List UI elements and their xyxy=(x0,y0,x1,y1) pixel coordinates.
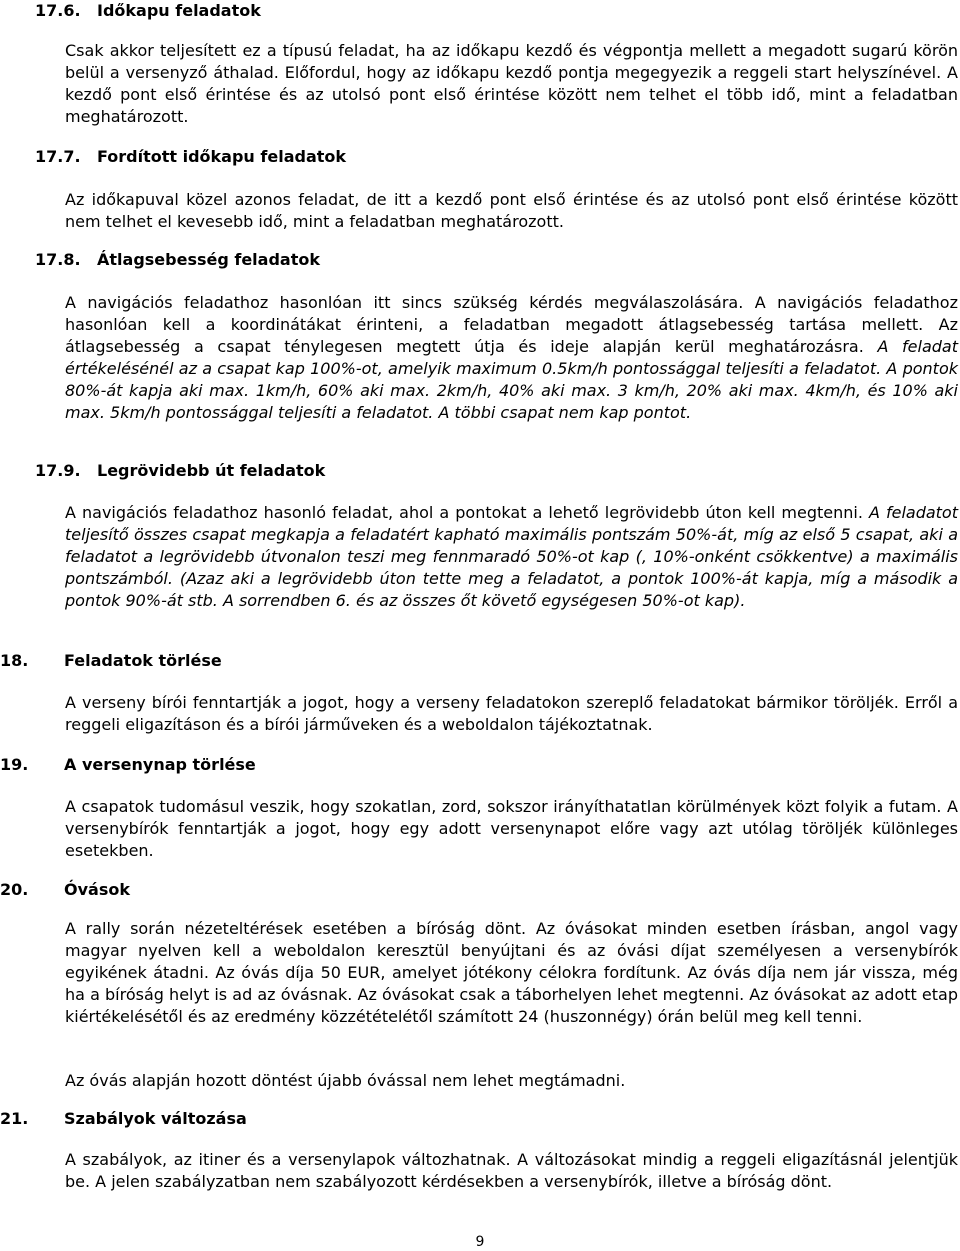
section-body-20-second xyxy=(65,1070,958,1092)
section-title: Legrövidebb út feladatok xyxy=(97,461,326,480)
section-title: Feladatok törlése xyxy=(64,651,222,670)
section-title: Átlagsebesség feladatok xyxy=(97,250,320,269)
paragraph: Az időkapuval közel azonos feladat, de itt a kezdő pont első érintése és az utolsó pont első érintése között nem telhet el kevesebb idő, mint a feladatban meghatározott. xyxy=(65,190,958,231)
section-title: Fordított időkapu feladatok xyxy=(97,147,347,166)
section-body-17-6 xyxy=(65,40,958,128)
section-number: 19. xyxy=(0,755,29,774)
section-heading-19 xyxy=(0,754,256,776)
paragraph: A verseny bírói fenntartják a jogot, hogy a verseny feladatokon szereplő feladatokat bármikor töröljék. Erről a reggeli eligazításon és a bírói járműveken és a weboldalon tájékoztatnak. xyxy=(65,693,958,734)
page-number: 9 xyxy=(475,1234,485,1250)
section-number: 21. xyxy=(0,1109,29,1128)
section-title: Óvások xyxy=(64,880,130,899)
section-number: 17.6. xyxy=(35,1,81,20)
paragraph-text: A navigációs feladathoz hasonlóan itt sincs szükség kérdés megválaszolására. A navigációs feladathoz hasonlóan kell a koordinátákat érinteni, a feladatban megadott átlagsebesség tartása mellett. Az átlagsebesség a csapat ténylegesen megtett útja és ideje alapján kerül meghatározásra. xyxy=(65,293,958,356)
section-number: 17.7. xyxy=(35,147,81,166)
paragraph xyxy=(65,292,958,424)
section-title: Időkapu feladatok xyxy=(97,1,261,20)
section-number: 17.9. xyxy=(35,461,81,480)
section-title: A versenynap törlése xyxy=(64,755,256,774)
paragraph: Csak akkor teljesített ez a típusú feladat, ha az időkapu kezdő és végpontja mellett a megadott sugarú körön belül a versenyző áthalad. Előfordul, hogy az időkapu kezdő pontja megegyezik a reggeli start helyszínével. A kezdő pont első érintése és az utolsó pont első érintése között nem telhet el több idő, mint a feladatban meghatározott. xyxy=(65,41,958,126)
section-body-17-7 xyxy=(65,189,958,233)
paragraph-text: A navigációs feladathoz hasonló feladat, ahol a pontokat a lehető legrövidebb úton kell megtenni. xyxy=(65,503,869,522)
paragraph: A szabályok, az itiner és a versenylapok változhatnak. A változásokat mindig a reggeli eligazításnál jelentjük be. A jelen szabályzatban nem szabályozott kérdésekben a versenybírók, illetve a bíróság dönt. xyxy=(65,1150,958,1191)
section-body-21 xyxy=(65,1149,958,1193)
section-heading-20 xyxy=(0,879,130,901)
section-heading-17-7 xyxy=(35,146,346,168)
section-body-18 xyxy=(65,692,958,736)
paragraph-italic-text: A feladatot teljesítő összes csapat megkapja a feladatért kapható maximális pontszám 50%-át, míg az első 5 csapat, aki a feladatot a legrövidebb útvonalon teszi meg fennmaradó 50%-ot kap (, 10%-onként csökkentve) a maximális pontszámból. (Azaz aki a legrövidebb úton tette meg a feladatot, a pontok 100%-át kapja, míg a második a pontok 90%-át stb. A sorrendben 6. és az összes őt követő egységesen 50%-ot kap). xyxy=(65,503,958,610)
section-body-19 xyxy=(65,796,958,862)
section-heading-17-6 xyxy=(35,0,261,22)
section-heading-18 xyxy=(0,650,222,672)
section-body-17-9 xyxy=(65,502,958,612)
section-heading-17-9 xyxy=(35,460,325,482)
section-body-17-8 xyxy=(65,292,958,424)
paragraph xyxy=(65,502,958,612)
section-number: 17.8. xyxy=(35,250,81,269)
paragraph: A csapatok tudomásul veszik, hogy szokatlan, zord, sokszor irányíthatatlan körülmények közt folyik a futam. A versenybírók fenntartják a jogot, hogy egy adott versenynapot előre vagy azt utólag töröljék különleges esetekben. xyxy=(65,797,958,860)
section-heading-17-8 xyxy=(35,249,320,271)
section-number: 18. xyxy=(0,651,29,670)
section-title: Szabályok változása xyxy=(64,1109,247,1128)
paragraph: Az óvás alapján hozott döntést újabb óvással nem lehet megtámadni. xyxy=(65,1071,626,1090)
section-number: 20. xyxy=(0,880,29,899)
paragraph-italic-text: A feladat értékelésénél az a csapat kap 100%-ot, amelyik maximum 0.5km/h pontossággal teljesíti a feladatot. A pontok 80%-át kapja aki max. 1km/h, 60% aki max. 2km/h, 40% aki max. 3 km/h, 20% aki max. 4km/h, és 10% aki max. 5km/h pontossággal teljesíti a feladatot. A többi csapat nem kap pontot. xyxy=(65,337,958,422)
paragraph: A rally során nézeteltérések esetében a bíróság dönt. Az óvásokat minden esetben írásban, angol vagy magyar nyelven kell a weboldalon keresztül benyújtani és az óvási díjat személyesen a versenybírók egyikének átadni. Az óvás díja 50 EUR, amelyet jótékony célokra fordítunk. Az óvás díja nem jár vissza, még ha a bíróság helyt is ad az óvásnak. Az óvásokat csak a táborhelyen lehet megtenni. Az óvásokat az adott etap kiértékelésétől és az eredmény közzétételétől számított 24 (huszonnégy) órán belül meg kell tenni. xyxy=(65,919,958,1026)
section-heading-21 xyxy=(0,1108,247,1130)
section-body-20 xyxy=(65,918,958,1028)
